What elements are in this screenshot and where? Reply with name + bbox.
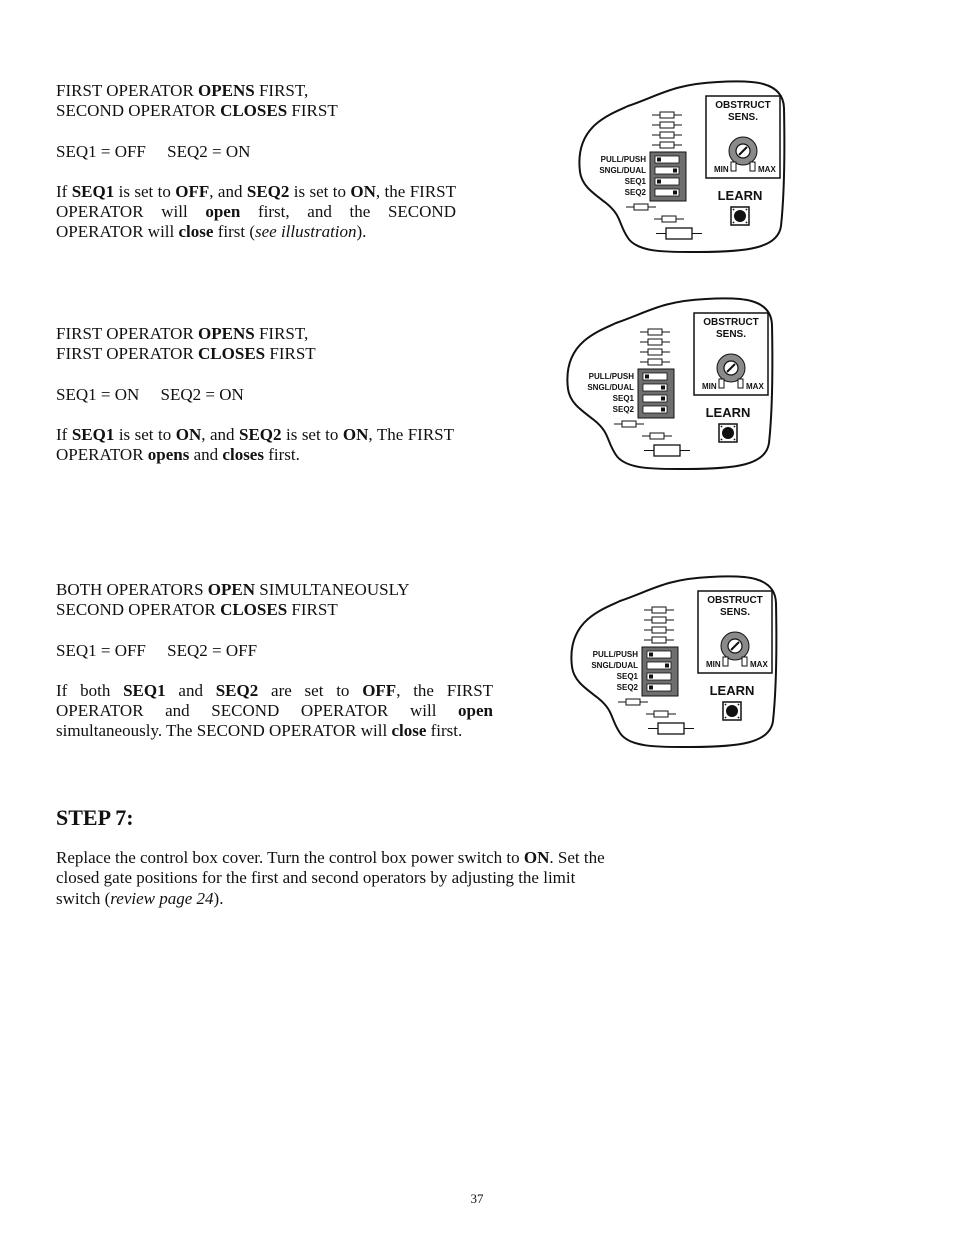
- label-max: MAX: [750, 660, 768, 669]
- learn-button: [719, 424, 737, 442]
- dip-switch-block: [638, 369, 674, 418]
- control-board-illustration: [578, 78, 798, 258]
- panel-section-3: [570, 573, 790, 758]
- panel-section-2: [566, 295, 786, 480]
- step-7-title: STEP 7:: [56, 805, 134, 830]
- label-seq2: SEQ2: [624, 188, 646, 197]
- label-sens: SENS.: [719, 607, 751, 618]
- label-learn: LEARN: [705, 405, 751, 420]
- section-2-description: If SEQ1 is set to ON, and SEQ2 is set to ON, The FIRST OPERATOR opens and closes first.: [56, 424, 455, 465]
- label-seq1: SEQ1: [624, 177, 646, 186]
- section-2-seq-settings: SEQ1 = ON SEQ2 = ON: [56, 384, 244, 404]
- section-2-heading-2: FIRST OPERATOR CLOSES FIRST: [56, 344, 316, 364]
- label-sngl-dual: SNGL/DUAL: [599, 166, 646, 175]
- label-sngl-dual: SNGL/DUAL: [587, 383, 634, 392]
- section-3-description: If both SEQ1 and SEQ2 are set to OFF, the FIRST OPERATOR and SECOND OPERATOR will open simultaneously. The SECOND OPERATOR will close first.: [56, 680, 494, 741]
- page-number: 37: [470, 1191, 484, 1206]
- dip-toggle-pull-push: [645, 375, 649, 379]
- section-2-heading-1: FIRST OPERATOR OPENS FIRST,: [56, 324, 309, 343]
- label-min: MIN: [702, 382, 717, 391]
- label-sens: SENS.: [727, 112, 759, 123]
- label-seq2: SEQ2: [616, 683, 638, 692]
- section-1: [56, 81, 456, 243]
- label-learn: LEARN: [717, 188, 763, 203]
- dip-toggle-seq2: [649, 686, 653, 690]
- label-min: MIN: [706, 660, 721, 669]
- learn-button: [731, 207, 749, 225]
- step-7-body: Replace the control box cover. Turn the control box power switch to ON. Set the closed gate positions for the first and second operators by adjusting the limit switch (review page 24).: [56, 848, 605, 908]
- dip-toggle-sngl-dual: [665, 664, 669, 668]
- control-board-illustration: [570, 573, 790, 753]
- section-3-seq-settings: SEQ1 = OFF SEQ2 = OFF: [56, 640, 258, 660]
- label-seq1: SEQ1: [616, 672, 638, 681]
- control-board-illustration: [566, 295, 786, 475]
- dip-toggle-sngl-dual: [661, 386, 665, 390]
- dip-toggle-seq1: [657, 180, 661, 184]
- label-pull-push: PULL/PUSH: [588, 372, 634, 381]
- section-1-heading-2: SECOND OPERATOR CLOSES FIRST: [56, 101, 338, 121]
- dip-toggle-pull-push: [649, 653, 653, 657]
- label-obstruct: OBSTRUCT: [707, 595, 763, 606]
- dip-toggle-pull-push: [657, 158, 661, 162]
- section-3-heading-1: BOTH OPERATORS OPEN SIMULTANEOUSLY: [56, 580, 410, 599]
- section-1-description: If SEQ1 is set to OFF, and SEQ2 is set to ON, the FIRST OPERATOR will open first, and the SECOND OPERATOR will close first (see illustration).: [56, 181, 457, 242]
- dip-toggle-seq1: [661, 397, 665, 401]
- dip-switch-block: [650, 152, 686, 201]
- label-pull-push: PULL/PUSH: [600, 155, 646, 164]
- dip-toggle-seq1: [649, 675, 653, 679]
- label-min: MIN: [714, 165, 729, 174]
- label-learn: LEARN: [709, 683, 755, 698]
- panel-section-1: [578, 78, 798, 263]
- section-1-heading-1: FIRST OPERATOR OPENS FIRST,: [56, 81, 309, 100]
- label-seq1: SEQ1: [612, 394, 634, 403]
- section-3: [56, 580, 493, 742]
- learn-button: [723, 702, 741, 720]
- label-sngl-dual: SNGL/DUAL: [591, 661, 638, 670]
- label-pull-push: PULL/PUSH: [592, 650, 638, 659]
- dip-toggle-seq2: [673, 191, 677, 195]
- label-seq2: SEQ2: [612, 405, 634, 414]
- dip-toggle-seq2: [661, 408, 665, 412]
- dip-toggle-sngl-dual: [673, 169, 677, 173]
- section-2: [56, 324, 454, 465]
- section-1-seq-settings: SEQ1 = OFF SEQ2 = ON: [56, 141, 251, 161]
- label-obstruct: OBSTRUCT: [703, 317, 759, 328]
- section-3-heading-2: SECOND OPERATOR CLOSES FIRST: [56, 600, 338, 620]
- label-sens: SENS.: [715, 329, 747, 340]
- dip-switch-block: [642, 647, 678, 696]
- label-max: MAX: [746, 382, 764, 391]
- label-obstruct: OBSTRUCT: [715, 100, 771, 111]
- label-max: MAX: [758, 165, 776, 174]
